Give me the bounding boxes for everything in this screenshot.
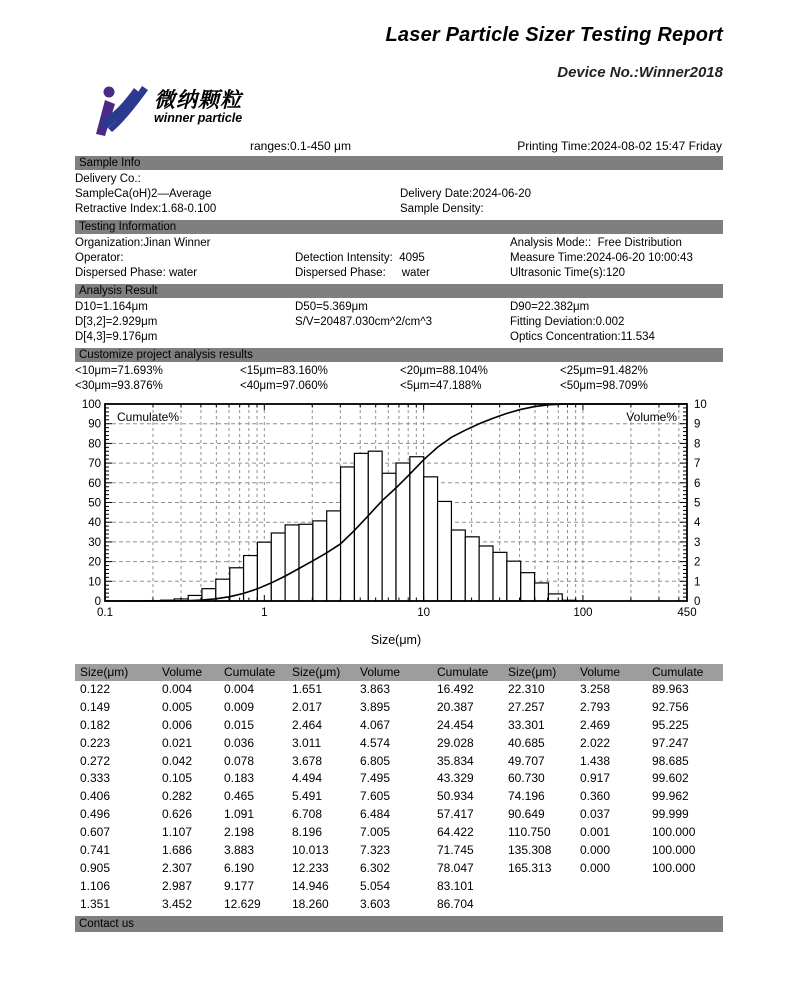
table-cell: 5.054 — [360, 878, 391, 893]
table-cell: 2.198 — [224, 825, 255, 840]
table-cell: 24.454 — [437, 717, 474, 732]
table-row — [75, 681, 723, 699]
table-cell: 1.686 — [162, 843, 193, 858]
table-header-cell: Volume — [580, 665, 621, 679]
section-bar-analysis-result: Analysis Result — [75, 284, 723, 298]
table-row — [75, 699, 723, 717]
table-cell: 99.962 — [652, 789, 689, 804]
table-cell — [580, 896, 652, 914]
table-cell: 7.495 — [360, 771, 391, 786]
field-sample: SampleCa(oH)2—Average — [75, 188, 212, 200]
table-header-cell: Size(μm) — [292, 665, 341, 679]
svg-text:50: 50 — [88, 497, 101, 510]
table-cell: 0.015 — [224, 717, 255, 732]
testing-info-row — [75, 251, 723, 266]
field-dispersed-phase-1: Dispersed Phase: water — [75, 267, 198, 279]
field-retractive-index: Retractive Index:1.68-0.100 — [75, 203, 217, 215]
field-d32: D[3,2]=2.929μm — [75, 316, 158, 328]
table-cell: 6.484 — [360, 807, 391, 822]
table-header-cell: Volume — [162, 665, 203, 679]
table-cell: 14.946 — [292, 878, 329, 893]
logo-text — [154, 90, 242, 125]
custom-percentile: <5μm=47.188% — [400, 380, 482, 392]
table-cell: 3.863 — [360, 682, 391, 696]
ranges-label: ranges:0.1-450 μm — [250, 139, 351, 153]
table-row — [75, 753, 723, 771]
table-header-cell: Size(μm) — [508, 665, 557, 679]
table-header-cell: Size(μm) — [80, 665, 129, 679]
custom-percentile: <20μm=88.104% — [400, 365, 488, 377]
svg-text:7: 7 — [694, 458, 701, 471]
table-cell: 2.017 — [292, 699, 323, 714]
table-cell: 49.707 — [508, 753, 545, 768]
table-cell: 5.491 — [292, 789, 323, 804]
table-cell: 3.678 — [292, 753, 323, 768]
table-cell: 29.028 — [437, 735, 474, 750]
svg-text:10: 10 — [417, 607, 431, 619]
custom-percentile: <40μm=97.060% — [240, 380, 328, 392]
table-header-row — [75, 664, 723, 681]
field-measure-time: Measure Time:2024-06-20 10:00:43 — [510, 252, 693, 264]
section-bar-sample-info: Sample Info — [75, 156, 723, 170]
table-cell: 0.004 — [224, 682, 255, 696]
table-cell: 3.883 — [224, 843, 255, 858]
svg-text:0: 0 — [94, 596, 101, 608]
svg-text:5: 5 — [694, 497, 701, 510]
table-cell: 0.078 — [224, 753, 255, 768]
field-operator: Operator: — [75, 252, 124, 264]
table-cell: 1.106 — [80, 878, 111, 893]
table-cell: 9.177 — [224, 878, 255, 893]
table-row — [75, 842, 723, 860]
table-cell: 7.005 — [360, 825, 391, 840]
table-cell: 0.042 — [162, 753, 193, 768]
table-row — [75, 896, 723, 914]
table-cell — [508, 896, 580, 914]
table-cell: 2.022 — [580, 735, 611, 750]
svg-text:80: 80 — [88, 438, 101, 451]
section-bar-customize-results: Customize project analysis results — [75, 348, 723, 362]
field-sample-density: Sample Density: — [400, 203, 484, 215]
table-cell: 2.469 — [580, 717, 611, 732]
analysis-result-row — [75, 315, 723, 330]
logo-en-text: winner particle — [154, 111, 243, 125]
table-cell: 1.651 — [292, 682, 323, 696]
table-cell: 74.196 — [508, 789, 545, 804]
table-row — [75, 878, 723, 896]
table-cell: 2.307 — [162, 860, 193, 875]
table-cell — [652, 896, 723, 914]
table-cell: 6.190 — [224, 860, 255, 875]
table-cell: 40.685 — [508, 735, 545, 750]
table-cell — [508, 878, 580, 896]
svg-text:3: 3 — [694, 536, 701, 549]
table-cell: 57.417 — [437, 807, 474, 822]
table-cell: 0.626 — [162, 807, 193, 822]
table-cell: 0.905 — [80, 860, 111, 875]
testing-info-row — [75, 266, 723, 281]
table-cell: 0.183 — [224, 771, 255, 786]
table-cell: 99.999 — [652, 807, 689, 822]
table-row — [75, 788, 723, 806]
table-cell: 3.452 — [162, 896, 193, 911]
table-cell: 0.360 — [580, 789, 611, 804]
svg-text:10: 10 — [694, 399, 707, 411]
svg-text:20: 20 — [88, 556, 101, 569]
table-cell: 1.351 — [80, 896, 111, 911]
table-cell: 0.496 — [80, 807, 111, 822]
table-header-cell: Volume — [360, 665, 401, 679]
table-row — [75, 735, 723, 753]
table-row — [75, 717, 723, 735]
field-optics-concentration: Optics Concentration:11.534 — [510, 331, 655, 343]
svg-text:8: 8 — [694, 438, 701, 451]
table-cell: 0.037 — [580, 807, 611, 822]
table-cell: 1.107 — [162, 825, 193, 840]
table-cell: 0.465 — [224, 789, 255, 804]
table-cell: 100.000 — [652, 825, 696, 840]
svg-text:Cumulate%: Cumulate% — [117, 410, 180, 424]
field-ultrasonic-time: Ultrasonic Time(s):120 — [510, 267, 626, 279]
table-cell: 1.438 — [580, 753, 611, 768]
table-cell: 3.011 — [292, 735, 322, 750]
table-cell: 0.741 — [80, 843, 111, 858]
table-cell: 4.494 — [292, 771, 323, 786]
table-header-cell: Cumulate — [224, 665, 276, 679]
testing-info-row — [75, 236, 723, 251]
table-header-cell: Cumulate — [652, 665, 704, 679]
table-cell: 0.006 — [162, 717, 193, 732]
svg-text:2: 2 — [694, 556, 701, 569]
analysis-result-row — [75, 330, 723, 345]
table-cell: 99.602 — [652, 771, 689, 786]
table-cell: 89.963 — [652, 682, 689, 696]
table-cell: 0.009 — [224, 699, 255, 714]
svg-text:4: 4 — [694, 517, 701, 530]
table-cell: 3.895 — [360, 699, 391, 714]
table-cell: 0.000 — [580, 843, 611, 858]
table-cell: 3.258 — [580, 682, 611, 696]
svg-text:1: 1 — [694, 576, 701, 589]
table-cell: 0.122 — [80, 682, 111, 696]
table-cell: 64.422 — [437, 825, 474, 840]
table-cell: 8.196 — [292, 825, 323, 840]
table-cell: 4.574 — [360, 735, 391, 750]
custom-percentile: <25μm=91.482% — [560, 365, 648, 377]
table-cell: 0.001 — [580, 825, 611, 840]
field-delivery-co: Delivery Co.: — [75, 173, 141, 185]
table-cell: 100.000 — [652, 843, 696, 858]
page-title: Laser Particle Sizer Testing Report — [385, 24, 723, 46]
field-sv: S/V=20487.030cm^2/cm^3 — [295, 316, 433, 328]
field-dispersed-phase-2: Dispersed Phase: water — [295, 267, 430, 279]
table-cell: 60.730 — [508, 771, 545, 786]
table-cell: 92.756 — [652, 699, 689, 714]
svg-text:100: 100 — [573, 607, 593, 619]
logo-mark-icon — [88, 84, 150, 141]
table-cell: 0.036 — [224, 735, 255, 750]
table-cell: 6.302 — [360, 860, 391, 875]
table-header-cell: Cumulate — [437, 665, 489, 679]
table-cell: 0.004 — [162, 682, 193, 696]
table-cell: 0.021 — [162, 735, 193, 750]
table-cell: 0.149 — [80, 699, 111, 714]
table-cell: 0.182 — [80, 717, 111, 732]
table-cell: 2.793 — [580, 699, 611, 714]
section-bar-contact-us: Contact us — [75, 916, 723, 932]
svg-text:1: 1 — [261, 607, 268, 619]
field-analysis-mode: Analysis Mode:: Free Distribution — [510, 237, 682, 249]
table-cell: 78.047 — [437, 860, 474, 875]
table-cell: 0.282 — [162, 789, 193, 804]
table-cell: 50.934 — [437, 789, 474, 804]
table-cell: 0.272 — [80, 753, 111, 768]
table-cell: 100.000 — [652, 860, 696, 875]
table-cell: 27.257 — [508, 699, 545, 714]
table-cell: 86.704 — [437, 896, 474, 911]
table-cell: 7.605 — [360, 789, 391, 804]
table-cell: 7.323 — [360, 843, 391, 858]
table-row — [75, 824, 723, 842]
table-cell: 0.223 — [80, 735, 111, 750]
printing-time-label: Printing Time:2024-08-02 15:47 Friday — [517, 139, 722, 153]
table-cell: 97.247 — [652, 735, 689, 750]
svg-text:Size(μm): Size(μm) — [370, 633, 422, 647]
svg-text:0.1: 0.1 — [97, 607, 113, 619]
table-cell — [580, 878, 652, 896]
field-delivery-date: Delivery Date:2024-06-20 — [400, 188, 532, 200]
table-cell: 16.492 — [437, 682, 474, 696]
table-cell: 0.005 — [162, 699, 193, 714]
table-cell: 0.607 — [80, 825, 111, 840]
svg-text:450: 450 — [677, 607, 697, 619]
svg-text:0: 0 — [694, 596, 701, 608]
field-d90: D90=22.382μm — [510, 301, 590, 313]
table-cell: 135.308 — [508, 843, 552, 858]
table-row — [75, 806, 723, 824]
table-cell: 0.917 — [580, 771, 611, 786]
table-cell: 10.013 — [292, 843, 329, 858]
table-cell: 1.091 — [224, 807, 255, 822]
table-cell: 83.101 — [437, 878, 474, 893]
table-cell: 98.685 — [652, 753, 689, 768]
analysis-result-row — [75, 300, 723, 315]
section-bar-testing-information: Testing Information — [75, 220, 723, 234]
svg-text:100: 100 — [81, 399, 101, 411]
field-detection-intensity: Detection Intensity: 4095 — [295, 252, 425, 264]
chart-svg — [75, 394, 723, 656]
distribution-table — [75, 664, 723, 914]
table-cell: 0.000 — [580, 860, 611, 875]
table-cell: 35.834 — [437, 753, 474, 768]
svg-text:30: 30 — [88, 536, 101, 549]
table-cell: 0.105 — [162, 771, 193, 786]
table-cell: 43.329 — [437, 771, 474, 786]
table-cell: 6.708 — [292, 807, 323, 822]
custom-percentile: <10μm=71.693% — [75, 365, 163, 377]
table-cell: 71.745 — [437, 843, 474, 858]
table-cell: 33.301 — [508, 717, 545, 732]
svg-text:60: 60 — [88, 477, 101, 490]
field-d43: D[4,3]=9.176μm — [75, 331, 158, 343]
device-number: Device No.:Winner2018 — [557, 64, 723, 81]
table-cell: 12.629 — [224, 896, 261, 911]
table-body — [75, 681, 723, 914]
table-cell: 2.464 — [292, 717, 323, 732]
table-cell: 4.067 — [360, 717, 391, 732]
svg-text:9: 9 — [694, 418, 701, 431]
svg-text:10: 10 — [88, 576, 101, 589]
table-cell: 165.313 — [508, 860, 552, 875]
logo-cn-text: 微纳颗粒 — [154, 89, 242, 112]
table-row — [75, 770, 723, 788]
custom-percentile: <15μm=83.160% — [240, 365, 328, 377]
field-d50: D50=5.369μm — [295, 301, 368, 313]
svg-text:6: 6 — [694, 477, 701, 490]
table-cell: 90.649 — [508, 807, 545, 822]
table-row — [75, 860, 723, 878]
table-cell — [652, 878, 723, 896]
table-cell: 12.233 — [292, 860, 329, 875]
table-cell: 2.987 — [162, 878, 193, 893]
svg-text:Volume%: Volume% — [626, 410, 677, 424]
custom-percentile: <50μm=98.709% — [560, 380, 648, 392]
customize-row — [75, 379, 723, 394]
custom-percentile: <30μm=93.876% — [75, 380, 163, 392]
winner-particle-logo — [88, 84, 242, 141]
table-cell: 20.387 — [437, 699, 474, 714]
svg-text:40: 40 — [88, 517, 101, 530]
sample-info-row — [75, 187, 723, 202]
field-organization: Organization:Jinan Winner — [75, 237, 211, 249]
table-cell: 95.225 — [652, 717, 689, 732]
field-d10: D10=1.164μm — [75, 301, 148, 313]
sample-info-row — [75, 202, 723, 217]
table-cell: 0.406 — [80, 789, 111, 804]
table-cell: 110.750 — [508, 825, 551, 840]
svg-text:70: 70 — [88, 458, 101, 471]
table-cell: 0.333 — [80, 771, 111, 786]
table-cell: 18.260 — [292, 896, 329, 911]
table-cell: 3.603 — [360, 896, 391, 911]
report-body — [75, 156, 723, 932]
customize-row — [75, 364, 723, 379]
table-cell: 6.805 — [360, 753, 391, 768]
particle-size-distribution-chart — [75, 394, 723, 656]
field-fitting-deviation: Fitting Deviation:0.002 — [510, 316, 625, 328]
table-cell: 22.310 — [508, 682, 545, 696]
svg-text:90: 90 — [88, 418, 101, 431]
